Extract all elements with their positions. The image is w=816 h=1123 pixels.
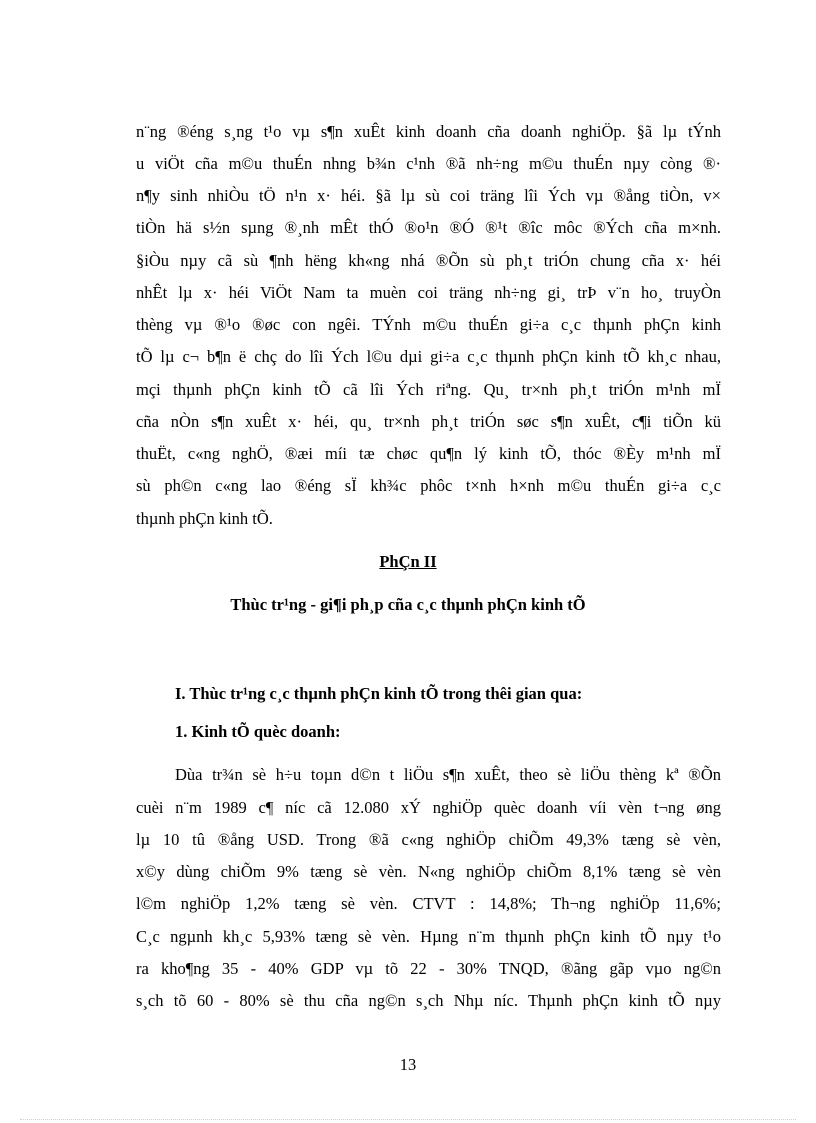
section-heading: I. Thùc tr¹ng c¸c thµnh phÇn kinh tÕ trong thêi gian qua: — [175, 684, 583, 703]
paragraph-1-line-8: tÕ lµ c¬ b¶n ë chç do lîi Ých l©u dµi gi÷a c¸c thµnh phÇn kinh tÕ kh¸c nhau, — [136, 347, 721, 366]
paragraph-1-line-2: u viÖt cña m©u thuÉn nhng b¾n c¹nh ®ã nh÷ng m©u thuÉn nµy còng ®· — [136, 154, 721, 173]
part-title — [0, 551, 816, 573]
paragraph-1-line-12: sù ph©n c«ng lao ®éng sÏ kh¾c phôc t×nh h×nh m©u thuÉn gi÷a c¸c — [136, 476, 721, 495]
paragraph-1-line-5: §iÒu nµy cã sù ¶nh hëng kh«ng nhá ®Õn sù ph¸t triÓn chung cña x· héi — [136, 251, 721, 270]
paragraph-2-line-1: Dùa tr¾n sè h÷u toµn d©n t liÖu s¶n xuÊt, theo sè liÖu thèng kª ®Õn — [175, 765, 721, 784]
paragraph-1-line-7: thèng vµ ®¹o ®øc con ngêi. TÝnh m©u thuÉn gi÷a c¸c thµnh phÇn kinh — [136, 315, 721, 334]
paragraph-1-line-4: tiÒn hä s½n sµng ®¸nh mÊt thÓ ®o¹n ®Ó ®¹t ®îc môc ®Ých cña m×nh. — [136, 218, 721, 237]
paragraph-1-line-1: n¨ng ®éng s¸ng t¹o vµ s¶n xuÊt kinh doanh cña doanh nghiÖp. §ã lµ tÝnh — [136, 122, 721, 141]
paragraph-1-line-3: n¶y sinh nhiÒu tÖ n¹n x· héi. §ã lµ sù coi träng lîi Ých vµ ®ång tiÒn, v× — [136, 186, 721, 205]
paragraph-1-line-10: cña nÒn s¶n xuÊt x· héi, qu¸ tr×nh ph¸t triÓn søc s¶n xuÊt, c¶i tiÕn kü — [136, 412, 721, 431]
paragraph-2-line-3: lµ 10 tû ®ång USD. Trong ®ã c«ng nghiÖp chiÕm 49,3% tæng sè vèn, — [136, 830, 721, 849]
part-subtitle: Thùc tr¹ng - gi¶i ph¸p cña c¸c thµnh phÇn kinh tÕ — [230, 595, 586, 614]
paragraph-1-line-6: nhÊt lµ x· héi ViÖt Nam ta muèn coi träng nh÷ng gi¸ trÞ v¨n ho¸ truyÒn — [136, 283, 721, 302]
paragraph-1-line-9: mçi thµnh phÇn kinh tÕ cã lîi Ých riªng. Qu¸ tr×nh ph¸t triÓn m¹nh mÏ — [136, 380, 721, 399]
paragraph-2-line-5: l©m nghiÖp 1,2% tæng sè vèn. CTVT : 14,8%; Th¬ng nghiÖp 11,6%; — [136, 894, 721, 913]
paragraph-2-line-8: s¸ch tõ 60 - 80% sè thu cña ng©n s¸ch Nhµ níc. Thµnh phÇn kinh tÕ nµy — [136, 991, 721, 1010]
paragraph-2-line-4: x©y dùng chiÕm 9% tæng sè vèn. N«ng nghiÖp chiÕm 8,1% tæng sè vèn — [136, 862, 721, 881]
paragraph-2-line-2: cuèi n¨m 1989 c¶ níc cã 12.080 xÝ nghiÖp quèc doanh víi vèn t¬ng øng — [136, 798, 721, 817]
paragraph-1-line-13: thµnh phÇn kinh tÕ. — [136, 509, 273, 528]
subsection-heading: 1. Kinh tÕ quèc doanh: — [175, 722, 341, 741]
page-number: 13 — [399, 1055, 417, 1074]
part-title-text: PhÇn II — [379, 552, 437, 571]
page-bottom-divider — [20, 1119, 796, 1120]
paragraph-2-line-7: ra kho¶ng 35 - 40% GDP vµ tõ 22 - 30% TNQD, ®ãng gãp vµo ng©n — [136, 959, 721, 978]
paragraph-1-line-11: thuËt, c«ng nghÖ, ®æi míi tæ chøc qu¶n lý kinh tÕ, thóc ®Èy m¹nh mÏ — [136, 444, 721, 463]
paragraph-2-line-6: C¸c ngµnh kh¸c 5,93% tæng sè vèn. Hµng n¨m thµnh phÇn kinh tÕ nµy t¹o — [136, 927, 721, 946]
